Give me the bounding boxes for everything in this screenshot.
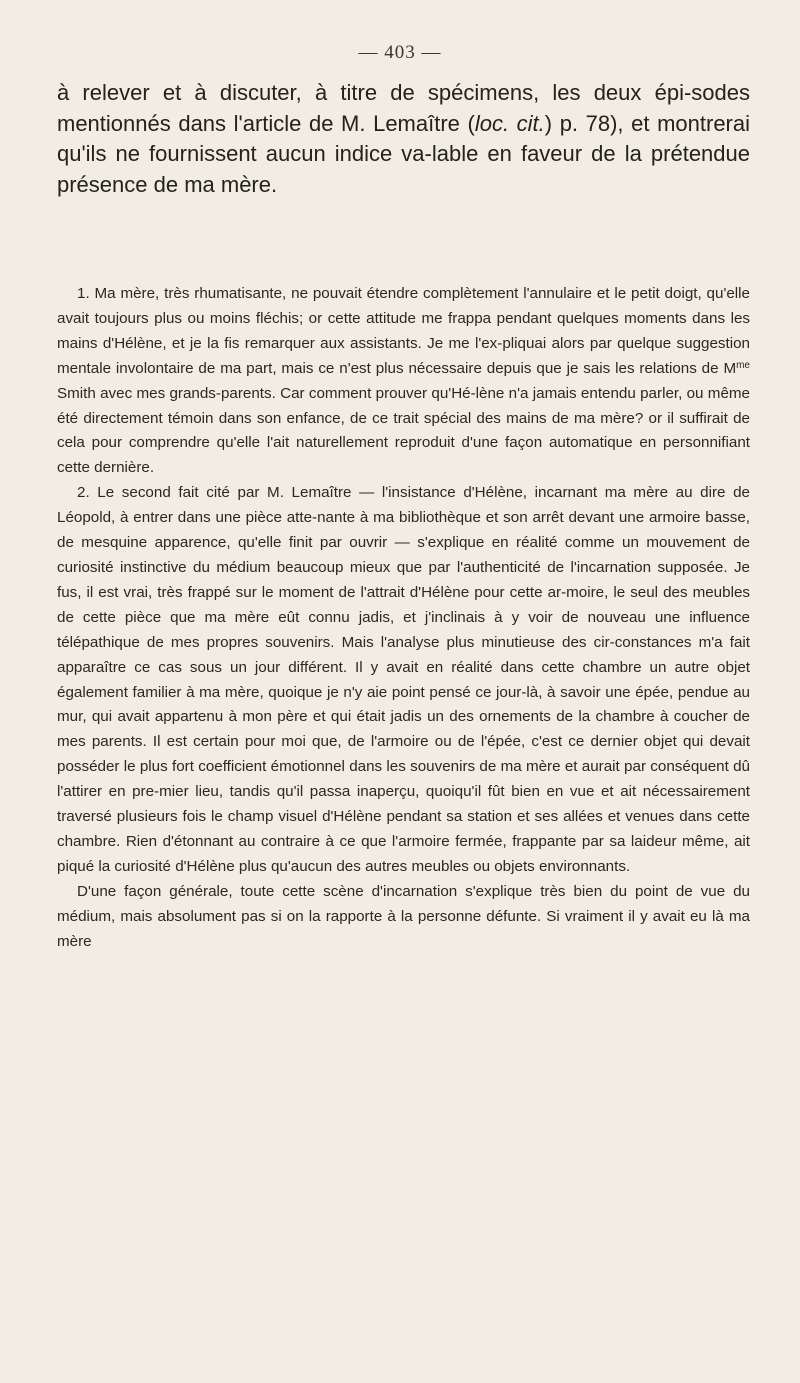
mme-superscript: me (736, 359, 750, 371)
page-number: — 403 — (358, 42, 442, 63)
lead-text: à relever et à discuter, à titre de spécimens, les deux épi-sodes mentionnés dans l'article de M. Lemaître (loc. cit.) p. 78), et montrerai qu'ils ne fournissent aucun indice va-lable en faveur de la prétendue présence de ma mère. (57, 80, 750, 197)
lead-paragraph (57, 78, 750, 200)
item-2-paragraph: 2. Le second fait cité par M. Lemaître — l'insistance d'Hélène, incarnant ma mère au dire de Léopold, à entrer dans une pièce atte-nante à ma bibliothèque et son arrêt devant une armoire basse, de mesquine apparence, qu'elle finit par ouvrir — s'explique en réalité comme un mouvement de curiosité instinctive du médium beaucoup mieux que par l'authenticité de l'incarnation supposée. Je fus, il est vrai, très frappé sur le moment de l'attrait d'Hélène pour cette ar-moire, le seul des meubles de cette pièce que ma mère eût connu jadis, et j'inclinais à y voir de nouveau une influence télépathique de mes propres souvenirs. Mais l'analyse plus minutieuse des cir-constances m'a fait apparaître ce cas sous un jour différent. Il y avait en réalité dans cette chambre un autre objet également familier à ma mère, quoique je n'y aie point pensé ce jour-là, à savoir une épée, pendue au mur, qui avait appartenu à mon père et qui était jadis un des ornements de la chambre à coucher de mes parents. Il est certain pour moi que, de l'armoire ou de l'épée, c'est ce dernier objet qui devait posséder le plus fort coefficient émotionnel dans les souvenirs de ma mère et aurait par conséquent dû l'attirer en pre-mier lieu, tandis qu'il passa inaperçu, quoiqu'il fût bien en vue et ait nécessairement traversé plusieurs fois le champ visuel d'Hélène pendant sa station et ses allées et venues dans cette chambre. Rien d'étonnant au contraire à ce que l'armoire fermée, frappante par sa laideur même, ait piqué la curiosité d'Hélène plus qu'aucun des autres meubles ou objets environnants. (57, 484, 750, 875)
item-3-paragraph: D'une façon générale, toute cette scène d'incarnation s'explique très bien du point de vue du médium, mais absolument pas si on la rapporte à la personne défunte. Si vraiment il y avait eu là ma mère (57, 882, 750, 950)
lead-text-part2: p. 78), et montrerai qu'ils ne fournissent aucun indice va-lable en faveur de la prétendue présence de ma mère. (57, 110, 750, 197)
lead-text-part1: à relever et à discuter, à titre de spécimens, les deux épi-sodes mentionnés dans l'article de M. Lemaître ( (57, 80, 750, 136)
body-text (57, 282, 750, 954)
item-1-paragraph (57, 282, 750, 481)
item-1-text-b: Smith avec mes grands-parents. Car comment prouver qu'Hé-lène n'a jamais entendu parler, ou même été directement témoin dans son enfance, de ce trait spécial des mains de ma mère? or il suffirait de cela pour comprendre qu'elle l'ait naturellement reproduit d'une façon automatique en personnifiant cette dernière. (57, 384, 750, 477)
citation: loc. cit. (474, 110, 545, 136)
item-1-text-a: 1. Ma mère, très rhumatisante, ne pouvait étendre complètement l'annulaire et le petit doigt, qu'elle avait toujours plus ou moins fléchis; or cette attitude me frappa pendant quelques moments dans les mains d'Hélène, et je la fis remarquer aux assistants. Je me l'ex-pliquai alors par quelque suggestion mentale involontaire de ma part, mais ce n'est plus nécessaire depuis que je sais les relations de M (57, 285, 750, 377)
